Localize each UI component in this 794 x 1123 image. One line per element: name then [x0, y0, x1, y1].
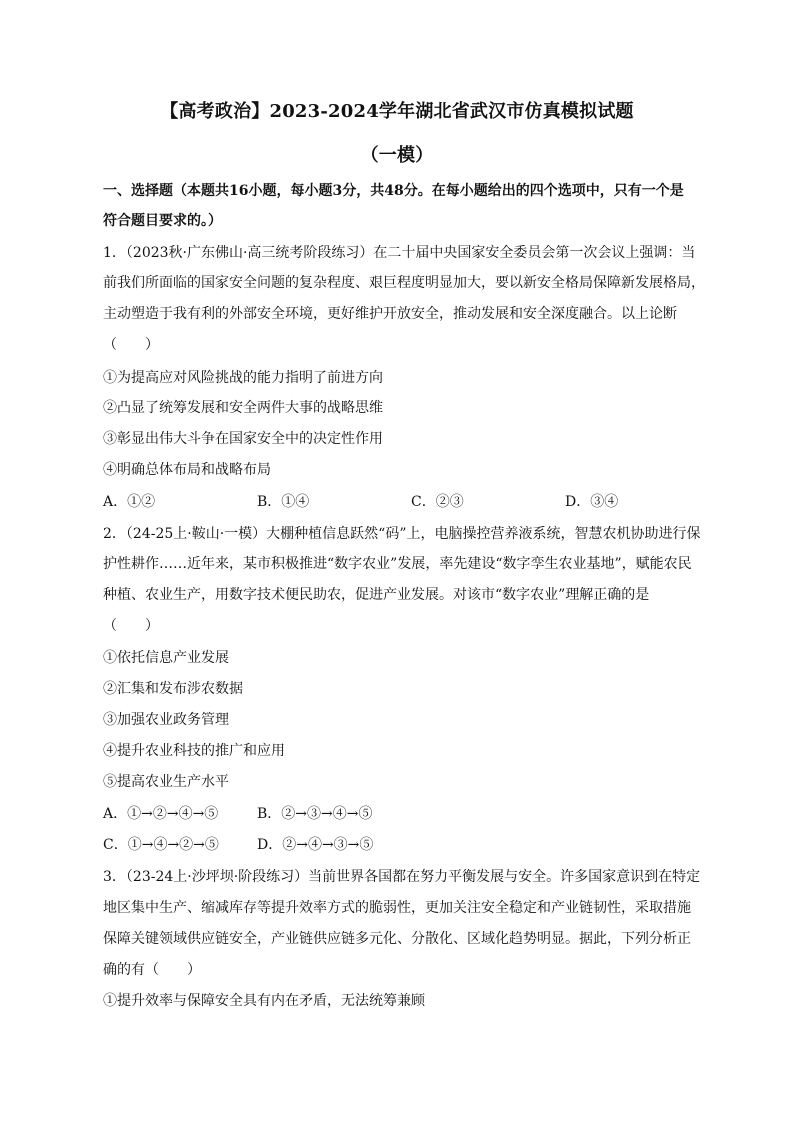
q2-option-b: B．②→③→④→⑤	[257, 806, 373, 822]
q2-option-c: C．①→④→②→⑤	[103, 837, 219, 853]
q3-stem-line-1: 3．（23-24上·沙坪坝·阶段练习）当前世界各国都在努力平衡发展与安全。许多国家意识到在特定	[103, 869, 701, 885]
section-header-line-1: 一、选择题（本题共16小题，每小题3分，共48分。在每小题给出的四个选项中，只有一个是	[103, 183, 684, 199]
q1-stem-line-3: 主动塑造于我有利的外部安全环境，更好维护开放安全，推动发展和安全深度融合。以上论断	[103, 306, 677, 322]
q2-answer-blank: （ ）	[103, 618, 159, 634]
q2-stem-line-2: 护性耕作……近年来，某市积极推进“数字农业”发展，率先建设“数字孪生农业基地”，赋能农民	[103, 556, 692, 572]
q2-item-2: ②汇集和发布涉农数据	[103, 681, 243, 697]
paper-title: 【高考政治】2023-2024学年湖北省武汉市仿真模拟试题	[160, 101, 634, 122]
q2-option-d: D．②→④→③→⑤	[257, 837, 374, 853]
q1-option-b: B．①④	[257, 494, 310, 510]
q2-option-a: A．①→②→④→⑤	[103, 806, 219, 822]
q1-stem-line-1: 1．（2023秋·广东佛山·高三统考阶段练习）在二十届中央国家安全委员会第一次会议上强调：当	[103, 245, 696, 261]
q1-item-2: ②凸显了统筹发展和安全两件大事的战略思维	[103, 400, 383, 416]
q1-answer-blank: （ ）	[103, 337, 159, 353]
q2-item-4: ④提升农业科技的推广和应用	[103, 743, 285, 759]
q3-stem-line-4: 确的有（ ）	[103, 962, 201, 978]
q2-stem-line-1: 2．（24-25上·鞍山·一模）大棚种植信息跃然“码”上，电脑操控营养液系统，智慧农机协助进行保	[103, 526, 701, 542]
q1-stem-line-2: 前我们所面临的国家安全问题的复杂程度、艰巨程度明显加大，要以新安全格局保障新发展格局，	[103, 275, 705, 291]
q2-item-5: ⑤提高农业生产水平	[103, 774, 229, 790]
q1-option-a: A．①②	[103, 494, 156, 510]
q3-stem-line-2: 地区集中生产、缩减库存等提升效率方式的脆弱性，更加关注安全稳定和产业链韧性，采取措施	[103, 900, 691, 916]
q1-option-d: D．③④	[565, 494, 619, 510]
q2-item-1: ①依托信息产业发展	[103, 650, 229, 666]
q1-option-c: C．②③	[411, 494, 464, 510]
section-header-line-2: 符合题目要求的。）	[103, 213, 222, 229]
q2-stem-line-3: 种植、农业生产，用数字技术便民助农，促进产业发展。对该市“数字农业”理解正确的是	[103, 587, 650, 603]
q1-item-4: ④明确总体布局和战略布局	[103, 462, 271, 478]
q1-item-1: ①为提高应对风险挑战的能力指明了前进方向	[103, 370, 383, 386]
paper-subtitle: （一模）	[360, 145, 434, 166]
q3-stem-line-3: 保障关键领域供应链安全，产业链供应链多元化、分散化、区域化趋势明显。据此，下列分析正	[103, 931, 691, 947]
q3-item-1: ①提升效率与保障安全具有内在矛盾，无法统筹兼顾	[103, 993, 425, 1009]
q1-item-3: ③彰显出伟大斗争在国家安全中的决定性作用	[103, 431, 383, 447]
q2-item-3: ③加强农业政务管理	[103, 712, 229, 728]
